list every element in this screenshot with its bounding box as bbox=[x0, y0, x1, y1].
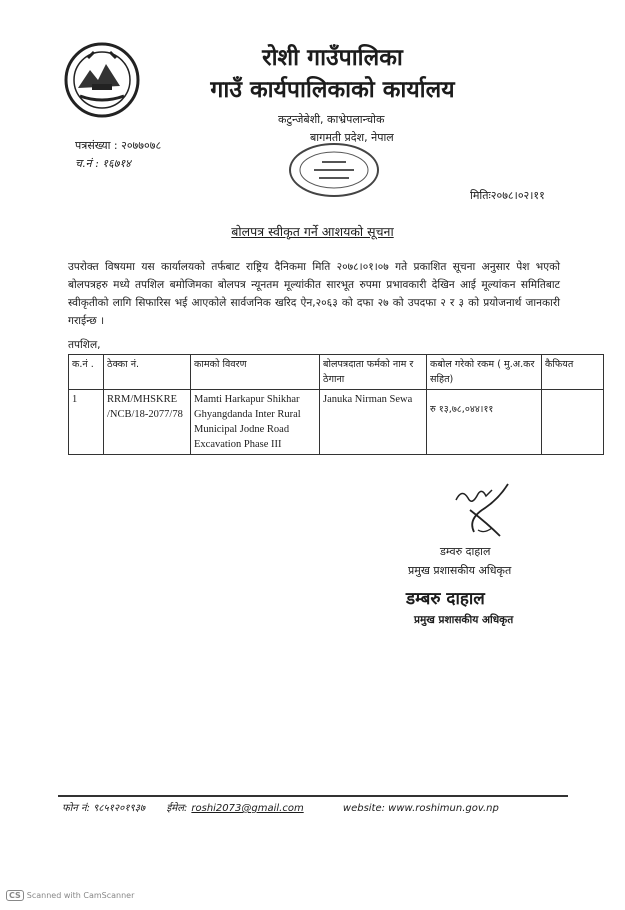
issue-date: मितिः२०७८।०२।११ bbox=[470, 189, 545, 202]
header-sn: क.नं . bbox=[69, 355, 104, 390]
footer-email[interactable]: roshi2073@gmail.com bbox=[191, 803, 304, 814]
officer-name: डम्वरु दाहाल bbox=[440, 545, 491, 558]
cell-remarks bbox=[542, 390, 604, 455]
cell-work-description: Mamti Harkapur Shikhar Ghyangdanda Inter Rural Municipal Jodne Road Excavation Phase III bbox=[191, 390, 320, 455]
header-amount: कबोल गरेको रकम ( मु.अ.कर सहित) bbox=[427, 355, 542, 390]
dispatch-number: च.नं : १६७१४ bbox=[75, 157, 131, 170]
table-row bbox=[69, 390, 604, 455]
notice-subject-text: बोलपत्र स्वीकृत गर्ने आशयको सूचना bbox=[231, 224, 394, 239]
footer bbox=[62, 800, 517, 814]
header-bidder: बोलपत्रदाता फर्मको नाम र ठेगाना bbox=[320, 355, 427, 390]
office-stamp-icon bbox=[284, 140, 384, 200]
office-title-line1: रोशी गाउँपालिका bbox=[262, 45, 403, 71]
cell-amount: रु १३,७८,०४४।११ bbox=[427, 390, 542, 455]
header-work-description: कामको विवरण bbox=[191, 355, 320, 390]
details-label: तपशिल, bbox=[68, 339, 101, 351]
address-line1: कटुन्जेबेशी, काभ्रेपलान्चोक bbox=[278, 113, 385, 126]
notice-paragraph: उपरोक्त विषयमा यस कार्यालयको तर्फबाट राष्ट्रिय दैनिकमा मिति २०७८।०१।०७ गते प्रकाशित सूचना अनुसार पेश भएको बोलपत्रहरु मध्ये तपशिल बमोजिमका बोलपत्र न्यूनतम मूल्यांकीत सारभूत रुपमा प्रभावकारी देखिन आई मूल्यांकन समितिबाट स्वीकृतीको लागि सिफारिस भई आएकोले सार्वजनिक खरिद ऐन,२०६३ को दफा २७ को उपदफा २ र ३ को प्रयोजनार्थ जानकारी गराईन्छ । bbox=[68, 261, 560, 327]
camscanner-logo-icon: CS bbox=[6, 890, 24, 901]
footer-email-label: ईमेल: bbox=[166, 803, 188, 814]
address-line2: बागमती प्रदेश, नेपाल bbox=[310, 131, 394, 144]
title-stamp: प्रमुख प्रशासकीय अधिकृत bbox=[414, 614, 514, 626]
name-stamp: डम्बरु दाहाल bbox=[406, 589, 485, 609]
table-header-row bbox=[69, 355, 604, 390]
cell-contract-no: RRM/MHSKRE /NCB/18-2077/78 bbox=[104, 390, 191, 455]
officer-title: प्रमुख प्रशासकीय अधिकृत bbox=[408, 564, 512, 577]
cell-bidder: Januka Nirman Sewa bbox=[320, 390, 427, 455]
cell-sn: 1 bbox=[69, 390, 104, 455]
bid-table bbox=[68, 354, 604, 455]
header-remarks: कैफियत bbox=[542, 355, 604, 390]
signature-icon bbox=[448, 480, 518, 540]
reference-number: पत्रसंख्या : २०७७०७८ bbox=[75, 139, 162, 152]
scanner-watermark bbox=[6, 890, 134, 901]
footer-website[interactable]: website: www.roshimun.gov.np bbox=[342, 803, 499, 814]
notice-subject bbox=[0, 223, 625, 240]
scanner-text: Scanned with CamScanner bbox=[26, 891, 135, 900]
footer-phone: फोन नं: ९८५१२०१९३७ bbox=[62, 803, 146, 814]
office-title-line2: गाउँ कार्यपालिकाको कार्यालय bbox=[210, 77, 455, 103]
header-contract-no: ठेक्का नं. bbox=[104, 355, 191, 390]
footer-divider bbox=[58, 795, 568, 797]
